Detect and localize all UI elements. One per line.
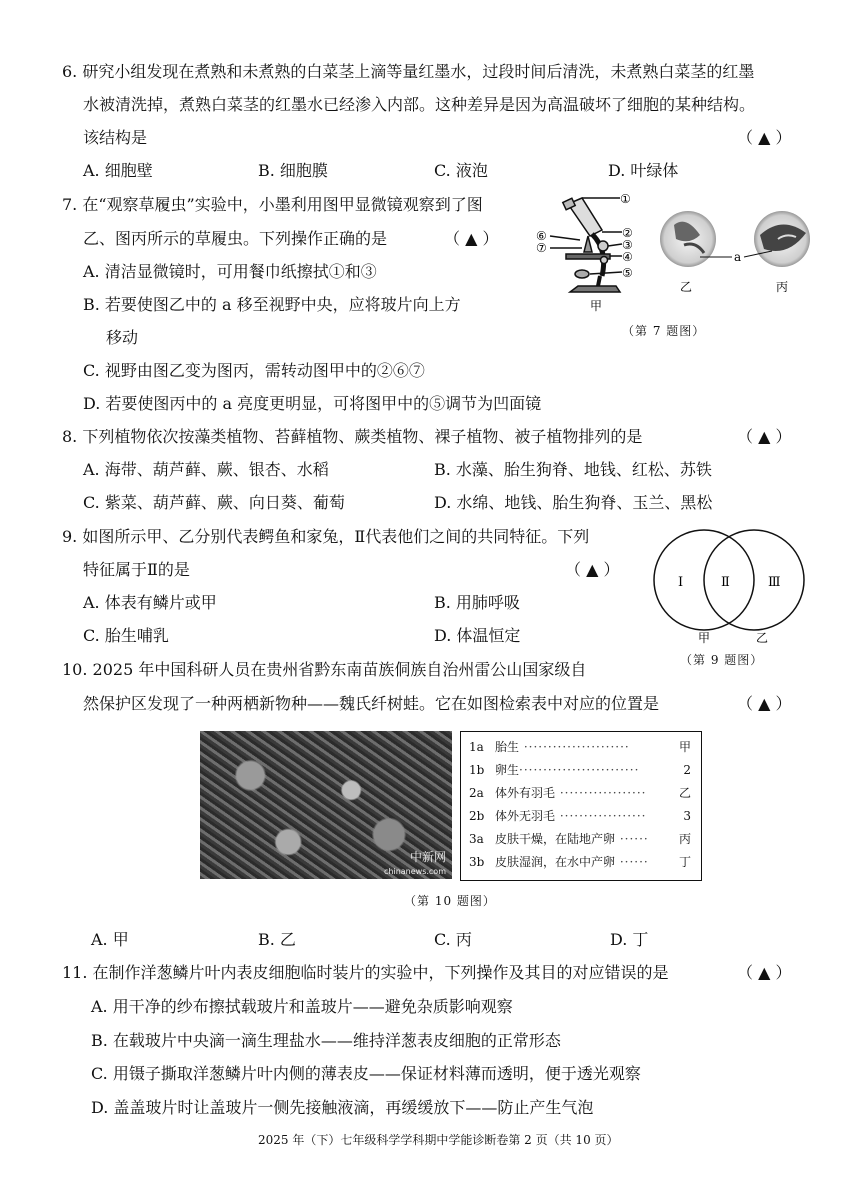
q8-answer-mark: （ ▲ ） <box>737 427 792 446</box>
q10-option-a: A. 甲 <box>91 930 129 949</box>
q6-option-c: C. 液泡 <box>434 161 488 180</box>
q7-option-a: A. 清洁显微镜时，可用餐巾纸擦拭①和③ <box>83 262 377 281</box>
q9-answer-mark: （ ▲ ） <box>565 560 620 579</box>
q7-option-c: C. 视野由图乙变为图丙，需转动图甲中的②⑥⑦ <box>83 361 425 380</box>
mic-label-1: ① <box>620 192 631 206</box>
q8-option-b: B. 水藻、胎生狗脊、地钱、红松、苏铁 <box>434 460 712 479</box>
key-code: 1b <box>469 763 485 777</box>
venn-region-1: Ⅰ <box>678 575 684 590</box>
q9-option-c: C. 胎生哺乳 <box>83 626 169 645</box>
q9-stem-line1: 9. 如图所示甲、乙分别代表鳄鱼和家兔，Ⅱ代表他们之间的共同特征。下列 <box>62 527 590 546</box>
q11-answer-mark: （ ▲ ） <box>737 963 792 982</box>
q8-stem: 8. 下列植物依次按藻类植物、苔藓植物、蕨类植物、裸子植物、被子植物排列的是 <box>62 427 643 446</box>
q6-answer-mark: （ ▲ ） <box>737 128 792 147</box>
key-code: 3b <box>469 855 485 869</box>
key-text: 皮肤湿润，在水中产卵 <box>495 855 616 869</box>
page-footer: 2025 年（下）七年级科学学科期中学能诊断卷第 2 页（共 10 页） <box>258 1133 619 1147</box>
q9-stem-line2: 特征属于Ⅱ的是 <box>83 560 190 579</box>
q7-option-b-line1: B. 若要使图乙中的 a 移至视野中央，应将玻片向上方 <box>83 295 461 314</box>
key-row: 2b 体外无羽毛 ·················· 3 <box>469 809 691 823</box>
q11-option-a: A. 用干净的纱布擦拭载玻片和盖玻片——避免杂质影响观察 <box>91 997 513 1016</box>
q10-stem-line1: 10. 2025 年中国科研人员在贵州省黔东南苗族侗族自治州雷公山国家级自 <box>62 660 587 679</box>
key-row: 3b 皮肤湿润，在水中产卵 ······ 丁 <box>469 855 691 869</box>
q6-option-a: A. 细胞壁 <box>83 161 153 180</box>
q7-stem-line2: 乙、图丙所示的草履虫。下列操作正确的是 <box>83 229 388 248</box>
key-text: 胎生 <box>495 740 520 754</box>
microscope-drawing <box>530 190 650 318</box>
frog-photo <box>200 731 452 879</box>
photo-watermark-url: chinanews.com <box>384 867 446 876</box>
q6-stem-line1: 6. 研究小组发现在煮熟和未煮熟的白菜茎上滴等量红墨水，过段时间后清洗，未煮熟白菜茎的红墨 <box>62 62 755 81</box>
venn-drawing <box>648 528 810 646</box>
q8-option-a: A. 海带、葫芦藓、蕨、银杏、水稻 <box>83 460 329 479</box>
q10-option-d: D. 丁 <box>610 930 649 949</box>
view-caption-bing: 丙 <box>776 280 789 294</box>
key-result: 甲 <box>678 740 691 754</box>
key-text: 皮肤干燥，在陆地产卵 <box>495 832 616 846</box>
paramecium-views <box>660 205 810 295</box>
q6-option-d: D. 叶绿体 <box>608 161 679 180</box>
q8-option-d: D. 水绵、地钱、胎生狗脊、玉兰、黑松 <box>434 493 713 512</box>
q10-option-b: B. 乙 <box>258 930 296 949</box>
key-result: 丁 <box>678 855 691 869</box>
key-row: 1a 胎生 ······················ 甲 <box>469 740 691 754</box>
venn-label-jia: 甲 <box>698 631 711 645</box>
mic-label-2: ② <box>622 226 633 240</box>
q8-option-c: C. 紫菜、葫芦藓、蕨、向日葵、葡萄 <box>83 493 345 512</box>
venn-diagram <box>648 528 810 646</box>
q6-option-b: B. 细胞膜 <box>258 161 328 180</box>
venn-label-yi: 乙 <box>756 631 769 645</box>
key-row: 1b 卵生························· 2 <box>469 763 691 777</box>
key-row: 2a 体外有羽毛 ·················· 乙 <box>469 786 691 800</box>
mic-label-4: ④ <box>622 250 633 264</box>
venn-region-3: Ⅲ <box>768 575 781 590</box>
q10-figure-caption: （第 10 题图） <box>404 894 496 908</box>
identification-key <box>460 731 702 881</box>
q6-stem-line2: 水被清洗掉，煮熟白菜茎的红墨水已经渗入内部。这种差异是因为高温破坏了细胞的某种结构。 <box>83 95 756 114</box>
venn-region-2: Ⅱ <box>721 575 730 590</box>
q7-option-d: D. 若要使图丙中的 a 亮度更明显，可将图甲中的⑤调节为凹面镜 <box>83 394 542 413</box>
key-code: 2b <box>469 809 485 823</box>
key-result: 丙 <box>678 832 691 846</box>
q9-figure-caption: （第 9 题图） <box>680 653 764 667</box>
mic-caption-jia: 甲 <box>590 299 603 313</box>
view-caption-yi: 乙 <box>680 280 693 294</box>
key-result: 乙 <box>678 786 691 800</box>
q10-answer-mark: （ ▲ ） <box>737 694 792 713</box>
key-result: 2 <box>683 763 691 777</box>
q11-option-d: D. 盖盖玻片时让盖玻片一侧先接触液滴，再缓缓放下——防止产生气泡 <box>91 1098 594 1117</box>
paramecium-drawing <box>660 205 810 295</box>
key-text: 卵生 <box>495 763 520 777</box>
q10-stem-line2: 然保护区发现了一种两栖新物种——魏氏纤树蛙。它在如图检索表中对应的位置是 <box>83 694 660 713</box>
mic-label-6: ⑥ <box>536 229 547 243</box>
key-row: 3a 皮肤干燥，在陆地产卵 ······ 丙 <box>469 832 691 846</box>
q9-option-d: D. 体温恒定 <box>434 626 521 645</box>
q11-option-b: B. 在载玻片中央滴一滴生理盐水——维持洋葱表皮细胞的正常形态 <box>91 1031 561 1050</box>
q6-stem-line3: 该结构是 <box>83 128 148 147</box>
q11-stem: 11. 在制作洋葱鳞片叶内表皮细胞临时装片的实验中，下列操作及其目的对应错误的是 <box>62 963 669 982</box>
mic-label-3: ③ <box>622 238 633 252</box>
key-text: 体外有羽毛 <box>495 786 556 800</box>
mic-label-7: ⑦ <box>536 241 547 255</box>
q7-stem-line1: 7. 在“观察草履虫”实验中，小墨利用图甲显微镜观察到了图 <box>62 195 483 214</box>
key-code: 2a <box>469 786 484 800</box>
key-code: 1a <box>469 740 484 754</box>
q10-option-c: C. 丙 <box>434 930 472 949</box>
photo-watermark: 中新网 <box>409 850 446 864</box>
q7-figure-caption: （第 7 题图） <box>622 324 706 338</box>
key-code: 3a <box>469 832 484 846</box>
microscope-figure <box>530 190 650 318</box>
q7-answer-mark: （ ▲ ） <box>444 229 499 248</box>
q9-option-b: B. 用肺呼吸 <box>434 593 520 612</box>
q7-option-b-line2: 移动 <box>106 328 139 347</box>
q9-option-a: A. 体表有鳞片或甲 <box>83 593 217 612</box>
mic-label-5: ⑤ <box>622 266 633 280</box>
key-text: 体外无羽毛 <box>495 809 556 823</box>
q11-option-c: C. 用镊子撕取洋葱鳞片叶内侧的薄表皮——保证材料薄而透明，便于透光观察 <box>91 1064 641 1083</box>
key-result: 3 <box>683 809 691 823</box>
view-label-a: a <box>734 250 742 264</box>
